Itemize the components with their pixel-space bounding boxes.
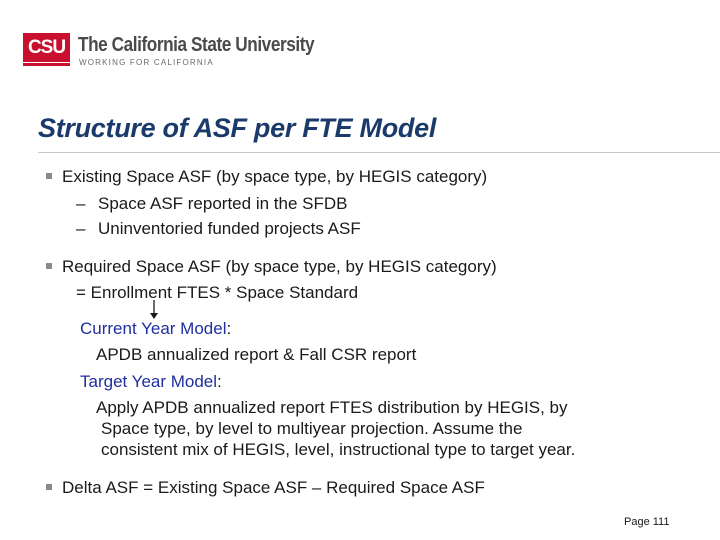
target-year-model-line-2: Space type, by level to multiyear projection. Assume the [101, 419, 523, 438]
csu-logo-tagline: WORKING FOR CALIFORNIA [79, 58, 214, 67]
sub-bullet-text: Uninventoried funded projects ASF [98, 219, 361, 238]
csu-logo [23, 30, 323, 70]
dash-bullet: – [76, 219, 86, 238]
target-year-model-line-1: Apply APDB annualized report FTES distribution by HEGIS, by [96, 398, 568, 417]
target-year-model-label [80, 372, 222, 392]
sub-bullet-sfdb [76, 194, 347, 214]
sub-bullet-uninventoried [76, 219, 361, 239]
square-bullet-icon [46, 484, 52, 490]
square-bullet-icon [46, 173, 52, 179]
csu-logo-stripe [23, 63, 70, 66]
target-year-model-line-3: consistent mix of HEGIS, level, instructional type to target year. [101, 440, 576, 459]
dash-bullet: – [76, 194, 86, 213]
current-year-model-name: Current Year Model [80, 319, 227, 338]
label-colon: : [217, 372, 222, 391]
down-arrow-icon [148, 300, 160, 320]
csu-logo-name: The California State University [78, 34, 315, 56]
sub-bullet-text: Space ASF reported in the SFDB [98, 194, 348, 213]
formula-text: = Enrollment FTES * Space Standard [76, 283, 359, 302]
label-colon: : [226, 319, 232, 338]
bullet-required-space [46, 257, 497, 277]
square-bullet-icon [46, 263, 52, 269]
current-year-model-text: APDB annualized report & Fall CSR report [96, 345, 417, 364]
bullet-delta-asf [46, 478, 485, 498]
csu-logo-badge: CSU [23, 33, 70, 62]
title-divider [38, 152, 720, 153]
bullet-text: Delta ASF = Existing Space ASF – Required Space ASF [62, 478, 485, 497]
page-number: Page 111 [624, 516, 670, 528]
bullet-existing-space [46, 167, 487, 187]
bullet-text: Existing Space ASF (by space type, by HEGIS category) [62, 167, 488, 186]
slide-title: Structure of ASF per FTE Model [38, 113, 437, 143]
target-year-model-name: Target Year Model [80, 372, 218, 391]
bullet-text: Required Space ASF (by space type, by HEGIS category) [62, 257, 497, 276]
current-year-model-label [80, 319, 231, 339]
